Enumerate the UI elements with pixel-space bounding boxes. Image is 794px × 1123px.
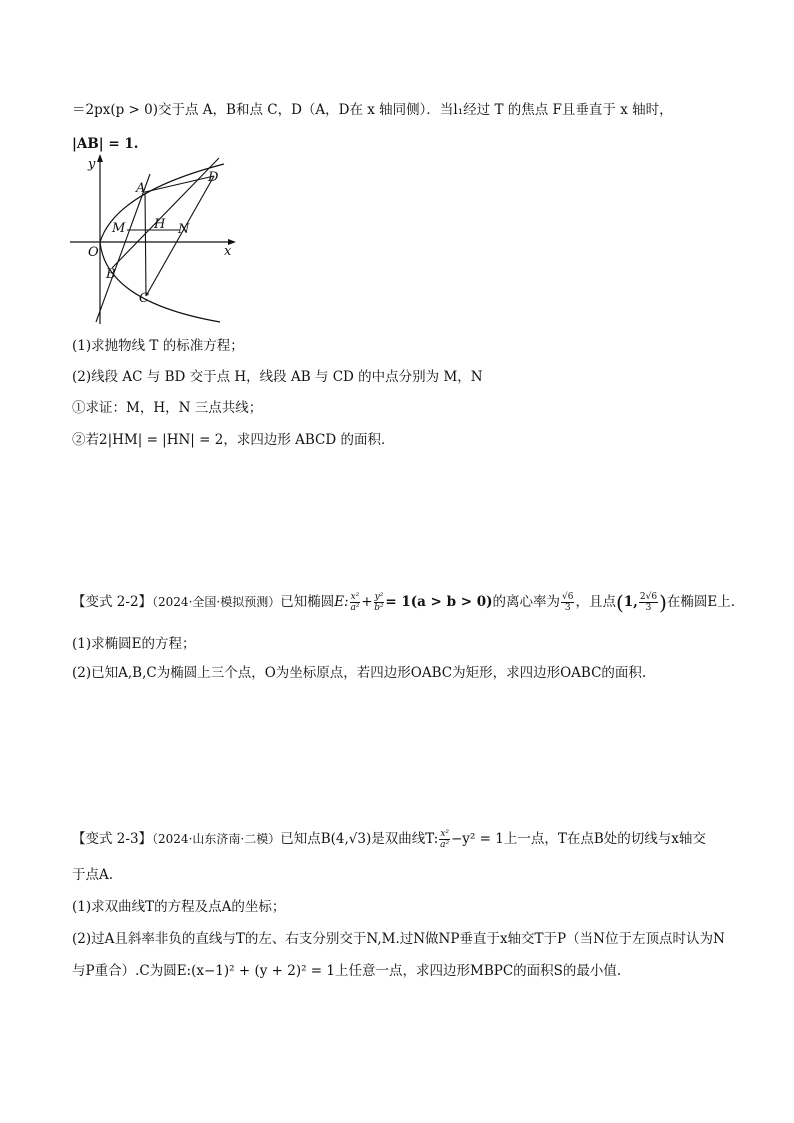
parabola-figure (66, 152, 246, 327)
problem2-tag: 【变式 2-2】 (72, 594, 153, 610)
line-AC (145, 192, 146, 296)
frac-x-num: x² (350, 592, 360, 602)
ecc-den: 3 (564, 603, 571, 613)
point-y-num: 2√6 (639, 592, 658, 602)
problem3-stem (72, 829, 706, 850)
problem1-line2: |AB| = 1. (72, 136, 139, 152)
point-text: ，且点 (575, 594, 616, 610)
line-BD (112, 158, 219, 268)
point-open: ( (615, 590, 624, 615)
problem3-line2: 于点A. (72, 867, 114, 883)
ecc-text: 的离心率为 (492, 594, 560, 610)
label-D: D (208, 170, 219, 185)
frac-x (350, 592, 361, 613)
label-B: B (106, 267, 116, 282)
problem2-q2: (2)已知A,B,C为椭圆上三个点，O为坐标原点，若四边形OABC为矩形，求四边形OABC的面积. (72, 665, 647, 681)
frac-x-den: a² (350, 603, 360, 613)
ellipse-condition: = 1(a > b > 0) (385, 594, 493, 610)
problem1-line1: ＝2px(p > 0)交于点 A，B和点 C，D（A，D在 x 轴同侧）．当l₁经过 T 的焦点 F且垂直于 x 轴时， (72, 102, 673, 118)
y-axis-arrow-icon (97, 154, 103, 162)
label-C: C (139, 291, 149, 306)
hyperbola-frac-num: x² (440, 829, 449, 839)
problem3-q2-line1: (2)过A且斜率非负的直线与T的左、右支分别交于N,M.过N做NP垂直于x轴交T于P（当N位于左顶点时认为N (72, 931, 725, 947)
label-O: O (88, 245, 99, 260)
problem3-tag: 【变式 2-3】 (72, 831, 153, 847)
problem2-q1: (1)求椭圆E的方程； (72, 636, 196, 652)
problem1-q2b: ②若2|HM| = |HN| = 2，求四边形 ABCD 的面积． (72, 432, 395, 448)
ecc-frac (561, 592, 574, 613)
ellipse-name: E: (334, 594, 349, 610)
frac-y-den: b² (374, 603, 384, 613)
point-x: 1, (623, 594, 638, 610)
problem2-source: （2024·全国·模拟预测） (152, 595, 281, 609)
problem1-q2a: ①求证：M，H，N 三点共线； (72, 400, 263, 416)
label-M: M (112, 221, 126, 236)
problem3-q1: (1)求双曲线T的方程及点A的坐标； (72, 899, 286, 915)
problem2-stem (72, 592, 735, 613)
label-H: H (154, 217, 166, 232)
frac-y-num: y² (374, 592, 384, 602)
problem2-tail: 在椭圆E上. (666, 594, 736, 610)
problem2-stem-pre: 已知椭圆 (280, 594, 335, 610)
point-y-frac (639, 592, 658, 613)
label-N: N (178, 222, 190, 237)
frac-y (374, 592, 385, 613)
hyperbola-frac-den: a² (440, 840, 450, 850)
problem1-q1: (1)求抛物线 T 的标准方程； (72, 338, 244, 354)
problem1-q2: (2)线段 AC 与 BD 交于点 H，线段 AB 与 CD 的中点分别为 M，N (72, 369, 483, 385)
problem3-stem-pre: 已知点B(4,√3)是双曲线T: (280, 831, 439, 847)
point-close: ) (659, 590, 667, 615)
problem3-source: （2024·山东济南·二模） (152, 832, 281, 846)
plus-sign: + (361, 594, 373, 610)
problem3-q2-line2: 与P重合）.C为圆E:(x−1)² + (y + 2)² = 1上任意一点，求四边形MBPC的面积S的最小值. (72, 963, 622, 979)
problem3-stem-post: −y² = 1上一点，T在点B处的切线与x轴交 (451, 831, 706, 847)
hyperbola-frac (439, 829, 450, 850)
label-x: x (224, 244, 232, 259)
ecc-num: √6 (562, 592, 574, 602)
label-A: A (136, 181, 146, 196)
label-y: y (88, 157, 96, 172)
point-y-den: 3 (645, 603, 652, 613)
